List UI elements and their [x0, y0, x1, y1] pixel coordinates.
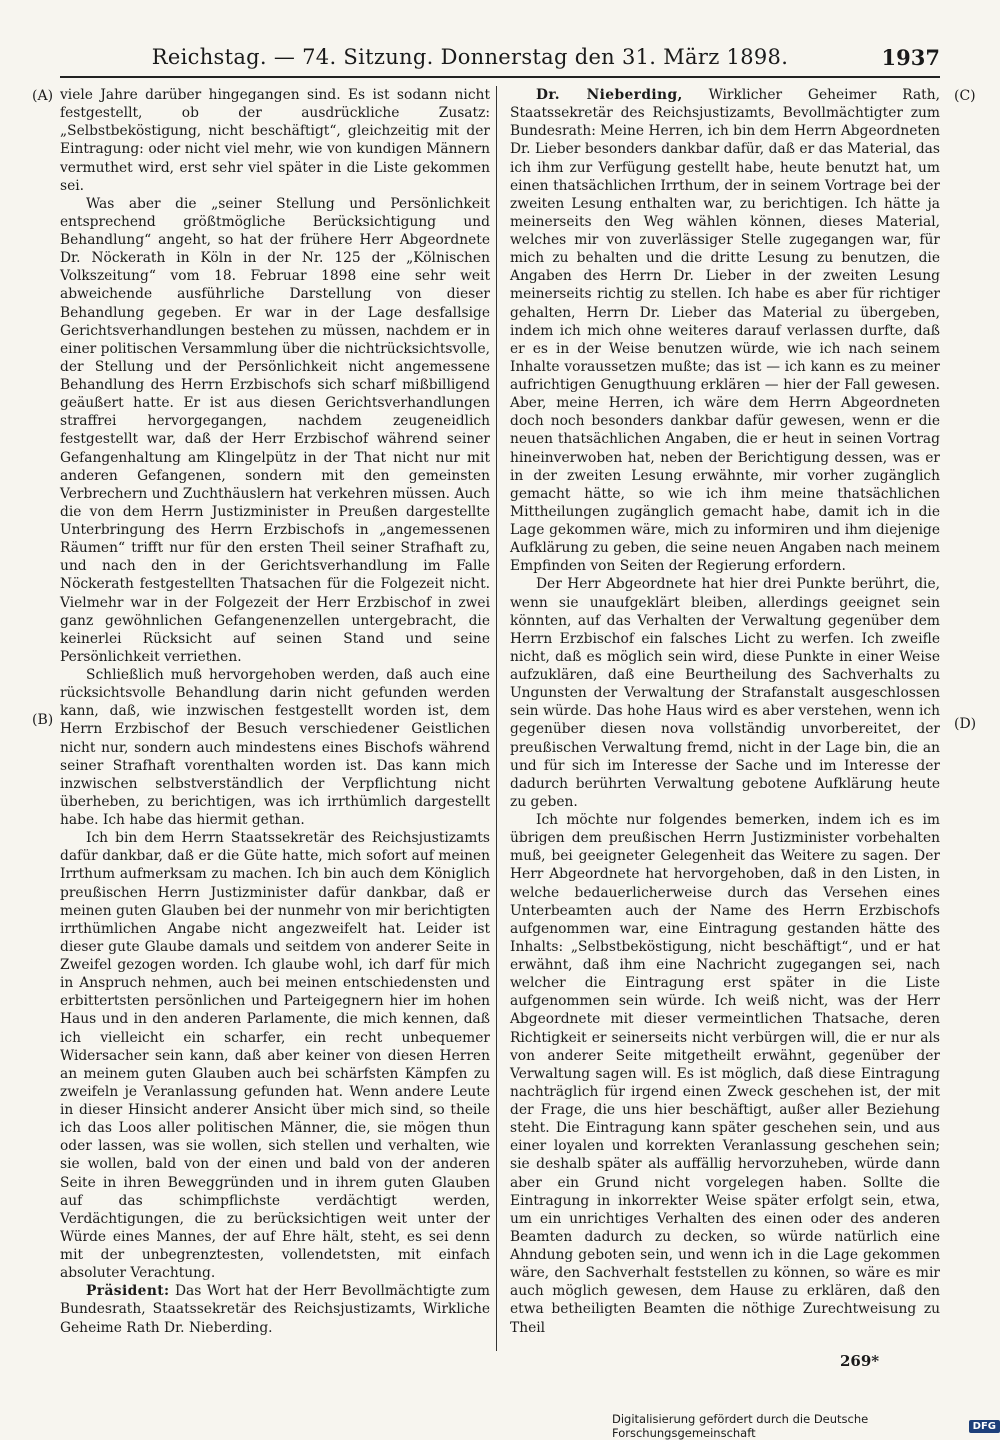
header-rule	[60, 76, 940, 78]
dfg-logo-icon: DFG	[969, 1420, 1000, 1433]
footer-text: Digitalisierung gefördert durch die Deutsche Forschungsgemeinschaft	[612, 1412, 869, 1440]
margin-note-b: (B)	[32, 712, 54, 728]
right-paragraph-2: Der Herr Abgeordnete hat hier drei Punkte berührt, die, wenn sie unaufgeklärt bleiben, allerdings geeignet sein könnten, auf das Verhalten der Verwaltung gegenüber dem Herrn Erzbischof ein falsches Licht zu werfen. Ich zweifle nicht, daß es möglich sein wird, diese Punkte in einer Weise aufzuklären, daß eine Beurtheilung des Sachverhalts zu Ungunsten der Verwaltung der Strafanstalt ausgeschlossen sein würde. Das hohe Haus wird es aber verstehen, wenn ich gegenüber diesen nova vollständig unvorbereitet, der preußischen Verwaltung fremd, nicht in der Lage bin, die an und für sich im Interesse der Sache und im Interesse der dadurch berührten Verwaltung gebotene Aufklärung heute zu geben.	[510, 576, 940, 810]
left-paragraph-3: Schließlich muß hervorgehoben werden, daß auch eine rücksichtsvolle Behandlung darin nicht gefunden werden kann, daß, wie inzwischen festgestellt worden ist, dem Herrn Erzbischof der Besuch verschiedener Geistlichen nicht nur, sondern auch mindestens eines Bischofs während seiner Strafhaft vorenthalten worden ist. Das kann mich inzwischen selbstverständlich der Verpflichtung nicht überheben, zu berichtigen, was ich irrthümlich dargestellt habe. Ich habe das hiermit gethan.	[60, 667, 490, 828]
signature-mark: 269*	[840, 1352, 880, 1370]
left-paragraph-1: viele Jahre darüber hingegangen sind. Es ist sodann nicht festgestellt, ob der ausdrückliche Zusatz: „Selbstbeköstigung, nicht beschäftigt“, gleichzeitig mit der Eintragung: oder nicht viel mehr, wie von kundigen Männern vermuthet wird, erst sehr viel später in die Liste gekommen sei.	[60, 87, 490, 194]
nieberding-text: Wirklicher Geheimer Rath, Staatssekretär des Reichsjustizamts, Bevollmächtigter zum Bundesrath: Meine Herren, ich bin dem Herrn Abgeordneten Dr. Lieber besonders dankbar dafür, daß er das Material, das ich ihm zur Verfügung gestellt habe, heute benutzt hat, um einen thatsächlichen Irrthum, der in seinem Vortrage bei der zweiten Lesung enthalten war, zu berichtigen. Ich hätte ja meinerseits den Weg wählen können, dieses Material, welches mir von zuverlässiger Stelle zugegangen war, für mich zu behalten und die dritte Lesung zu benutzen, die Angaben des Herrn Dr. Lieber in der zweiten Lesung meinerseits richtig zu stellen. Ich habe es aber für richtiger gehalten, Herrn Dr. Lieber das Material zu übergeben, indem ich mich ohne weiteres darauf verlassen durfte, daß er es in der Weise benutzen würde, wie ich nach seinem Inhalte voraussetzen mußte; das ist — ich kann es zu meiner aufrichtigen Genugthuung erklären — hier der Fall gewesen. Aber, meine Herren, ich wäre dem Herrn Abgeordneten doch noch besonders dankbar dafür gewesen, wenn er die neuen thatsächlichen Angaben, die er heut in seinen Vortrag hineinverwoben hat, neben der Berichtigung dessen, was er in der zweiten Lesung erwähnte, mir vorher zugänglich gemacht hätte, so wie ich ihm meine thatsächlichen Mittheilungen zugänglich gemacht habe, damit ich in die Lage gekommen wäre, mich zu informiren und ihm diejenige Aufklärung zu geben, die seine neuen Angaben nach meinem Empfinden von Seiten der Regierung erfordern.	[510, 87, 940, 575]
president-text: Das Wort hat der Herr Bevollmächtigte zum Bundesrath, Staatssekretär des Reichsjustizamts, Wirkliche Geheime Rath Dr. Nieberding.	[60, 1283, 490, 1336]
right-column	[510, 86, 940, 1337]
right-paragraph-1	[510, 86, 940, 575]
margin-note-a: (A)	[32, 88, 54, 104]
speaker-president: Präsident:	[86, 1283, 170, 1300]
left-paragraph-5	[60, 1282, 490, 1336]
page-title: Reichstag. — 74. Sitzung. Donnerstag den 31. März 1898.	[151, 45, 789, 69]
column-divider	[496, 86, 497, 1351]
left-column	[60, 86, 490, 1337]
margin-note-c: (C)	[954, 88, 976, 104]
left-paragraph-2: Was aber die „seiner Stellung und Persönlichkeit entsprechend größtmögliche Berücksichtigung und Behandlung“ angeht, so hat der frühere Herr Abgeordnete Dr. Nöckerath in Köln in der Nr. 125 der „Kölnischen Volkszeitung“ vom 18. Februar 1898 eine sehr weit abweichende ausführliche Darstellung von dieser Behandlung gegeben. Er war in der Lage desfallsige Gerichtsverhandlungen bestehen zu müssen, nachdem er in einer politischen Versammlung über die nichtrücksichtsvolle, der Stellung und der Persönlichkeit nicht angemessene Behandlung des Herrn Erzbischofs sich scharf mißbilligend geäußert hatte. Er ist aus diesen Gerichtsverhandlungen straffrei hervorgegangen, nachdem zeugeneidlich festgestellt war, daß der Herr Erzbischof während seiner Gefangenhaltung am Klingelpütz in der That nicht nur mit anderen Gefangenen, sondern mit den gemeinsten Verbrechern und Zuchthäuslern hat verkehren müssen. Auch die von dem Herrn Justizminister in Preußen dargestellte Unterbringung des Herrn Erzbischofs in „angemessenen Räumen“ trifft nur für den ersten Theil seiner Strafhaft zu, und nach den in der Gerichtsverhandlung im Falle Nöckerath festgestellten Thatsachen für die Folgezeit nicht. Vielmehr war in der Folgezeit der Herr Erzbischof in zwei ganz gewöhnlichen Gefangenenzellen untergebracht, die keinerlei Rücksicht auf seinen Stand und seine Persönlichkeit verriethen.	[60, 195, 490, 665]
right-paragraph-3: Ich möchte nur folgendes bemerken, indem ich es im übrigen dem preußischen Herrn Justizminister vorbehalten muß, bei geeigneter Gelegenheit das Weitere zu sagen. Der Herr Abgeordnete hat hervorgehoben, daß in den Listen, in welche bedauerlicherweise durch das Versehen eines Unterbeamten auch der Name des Herrn Erzbischofs aufgenommen war, eine Eintragung gestanden hätte des Inhalts: „Selbstbeköstigung, nicht beschäftigt“, und er hat erwähnt, daß ihm eine Nachricht zugegangen sei, nach welcher die Eintragung erst später in die Liste aufgenommen sein würde. Ich weiß nicht, was der Herr Abgeordnete mit dieser vermeintlichen Thatsache, deren Richtigkeit er seinerseits nicht verbürgen will, die er nur als von anderer Seite mitgetheilt erwähnt, gegenüber der Verwaltung sagen will. Es ist möglich, daß diese Eintragung nachträglich für irgend einen Zweck geschehen ist, der mit der Frage, die uns hier beschäftigt, außer aller Beziehung steht. Die Eintragung kann später geschehen sein, und aus einer loyalen und korrekten Veranlassung geschehen sein; sie deshalb später als auffällig hervorzuheben, würde dann aber ein Grund nicht vorgelegen haben. Sollte die Eintragung in inkorrekter Weise später erfolgt sein, etwa, um ein unrichtiges Verhalten des einen oder des anderen Beamten dadurch zu decken, so würde natürlich eine Ahndung geboten sein, und wenn ich in die Lage gekommen wäre, den Sachverhalt feststellen zu können, so wäre es mir auch möglich gewesen, dem Hause zu erklären, daß den etwa betheiligten Beamten die nöthige Zurechtweisung zu Theil	[510, 812, 940, 1336]
margin-note-d: (D)	[954, 716, 977, 732]
footer	[612, 1412, 1000, 1440]
page-header	[60, 42, 940, 72]
page-number: 1937	[881, 44, 940, 70]
left-paragraph-4: Ich bin dem Herrn Staatssekretär des Reichsjustizamts dafür dankbar, daß er die Güte hatte, mich sofort auf meinen Irrthum aufmerksam zu machen. Ich bin auch dem Königlich preußischen Herrn Justizminister dafür dankbar, daß er meinen guten Glauben bei der nunmehr von mir berichtigten irrthümlichen Angabe nicht angezweifelt hat. Leider ist dieser gute Glaube damals und seitdem von anderer Seite in Zweifel gezogen worden. Ich glaube wohl, ich darf für mich in Anspruch nehmen, auch bei meinen entschiedensten und erbittertsten persönlichen und Parteigegnern hier im hohen Haus und in den anderen Parlamente, die mich kennen, daß ich vielleicht ein scharfer, ein recht unbequemer Widersacher sein kann, daß aber keiner von diesen Herren an meinem guten Glauben auch bei schärfsten Kämpfen zu zweifeln je Veranlassung gefunden hat. Wenn andere Leute in dieser Hinsicht anderer Ansicht über mich sind, so theile ich das Loos aller politischen Männer, die, sie mögen thun oder lassen, was sie wollen, sich stellen und verhalten, wie sie wollen, bald von der einen und bald von der anderen Seite in ihren Beweggründen und in ihrem guten Glauben auf das schimpflichste verdächtigt werden, Verdächtigungen, die zu berücksichtigen weit unter der Würde eines Mannes, der auf Ehre hält, steht, es sei denn mit der unbegrenztesten, vollendetsten, mit einfach absoluter Verachtung.	[60, 830, 490, 1282]
speaker-nieberding: Dr. Nieberding,	[536, 87, 683, 103]
